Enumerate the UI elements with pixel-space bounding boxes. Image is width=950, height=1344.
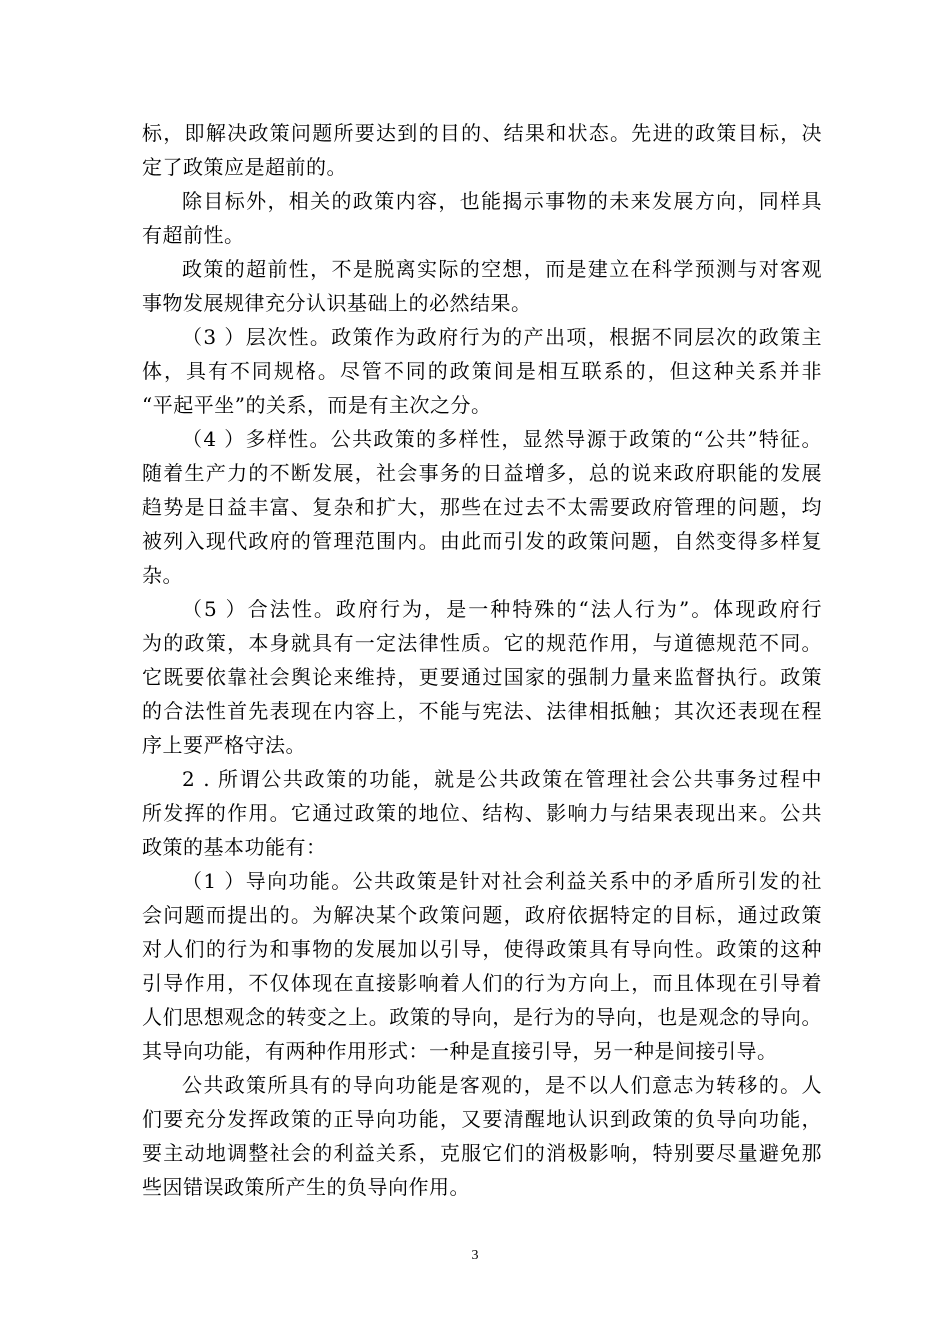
text-line: 政策的基本功能有： (142, 835, 327, 859)
text-line: 政策的超前性，不是脱离实际的空想，而是建立在科学预测与对客观 (182, 257, 822, 281)
text-line: （1 ）导向功能。公共政策是针对社会利益关系中的矛盾所引发的社 (182, 869, 822, 893)
text-line: “平起平坐”的关系，而是有主次之分。 (142, 393, 492, 417)
text-line: 公共政策所具有的导向功能是客观的，是不以人们意志为转移的。人 (182, 1073, 822, 1097)
text-line: 其导向功能，有两种作用形式：一种是直接引导，另一种是间接引导。 (142, 1039, 778, 1063)
text-line: 的合法性首先表现在内容上，不能与宪法、法律相抵触；其次还表现在程 (142, 699, 822, 723)
body-text (142, 116, 822, 1204)
paragraph (142, 864, 822, 1068)
text-line: 些因错误政策所产生的负导向作用。 (142, 1175, 470, 1199)
text-line: 会问题而提出的。为解决某个政策问题，政府依据特定的目标，通过政策 (142, 903, 822, 927)
text-line: 要主动地调整社会的利益关系，克服它们的消极影响，特别要尽量避免那 (142, 1141, 822, 1165)
text-line: 2 . 所谓公共政策的功能，就是公共政策在管理社会公共事务过程中 (182, 767, 822, 791)
text-line: 对人们的行为和事物的发展加以引导，使得政策具有导向性。政策的这种 (142, 937, 822, 961)
paragraph (142, 1068, 822, 1204)
text-line: 体，具有不同规格。尽管不同的政策间是相互联系的，但这种关系并非 (142, 359, 822, 383)
text-line: 序上要严格守法。 (142, 733, 306, 757)
text-line: （3 ）层次性。政策作为政府行为的产出项，根据不同层次的政策主 (182, 325, 822, 349)
text-line: 们要充分发挥政策的正导向功能，又要清醒地认识到政策的负导向功能， (142, 1107, 822, 1131)
paragraph (142, 116, 822, 184)
text-line: 它既要依靠社会舆论来维持，更要通过国家的强制力量来监督执行。政策 (142, 665, 822, 689)
text-line: 随着生产力的不断发展，社会事务的日益增多，总的说来政府职能的发展 (142, 461, 822, 485)
page-number: 3 (471, 1248, 479, 1263)
paragraph (142, 184, 822, 252)
text-line: 所发挥的作用。它通过政策的地位、结构、影响力与结果表现出来。公共 (142, 801, 822, 825)
text-line: 引导作用，不仅体现在直接影响着人们的行为方向上，而且体现在引导着 (142, 971, 822, 995)
text-line: 事物发展规律充分认识基础上的必然结果。 (142, 291, 532, 315)
text-line: 趋势是日益丰富、复杂和扩大，那些在过去不太需要政府管理的问题，均 (142, 495, 822, 519)
paragraph (142, 422, 822, 592)
paragraph (142, 762, 822, 864)
text-line: 杂。 (142, 563, 183, 587)
text-line: （4 ）多样性。公共政策的多样性，显然导源于政策的“公共”特征。 (182, 427, 822, 451)
paragraph (142, 592, 822, 762)
text-line: （5 ）合法性。政府行为，是一种特殊的“法人行为”。体现政府行 (182, 597, 822, 621)
paragraph (142, 252, 822, 320)
text-line: 为的政策，本身就具有一定法律性质。它的规范作用，与道德规范不同。 (142, 631, 822, 655)
paragraph (142, 320, 822, 422)
text-line: 被列入现代政府的管理范围内。由此而引发的政策问题，自然变得多样复 (142, 529, 822, 553)
text-line: 定了政策应是超前的。 (142, 155, 347, 179)
text-line: 除目标外，相关的政策内容，也能揭示事物的未来发展方向，同样具 (182, 189, 822, 213)
text-line: 标，即解决政策问题所要达到的目的、结果和状态。先进的政策目标，决 (142, 121, 822, 145)
text-line: 人们思想观念的转变之上。政策的导向，是行为的导向，也是观念的导向。 (142, 1005, 822, 1029)
text-line: 有超前性。 (142, 223, 245, 247)
